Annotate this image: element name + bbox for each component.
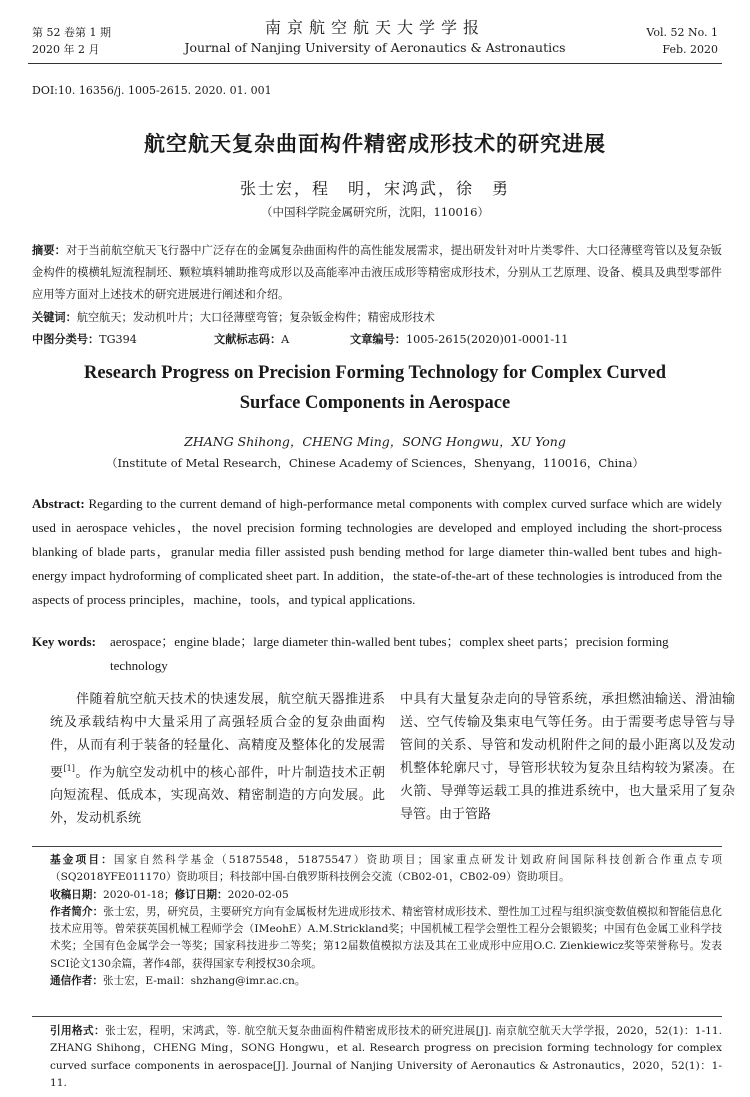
body-paragraph: 中具有大量复杂走向的导管系统，承担燃油输送、滑油输送、空气传输及集束电气等任务。由于需要考虑导管与导管间的关系、导管和发动机附件之间的最小距离以及发动机整体轮廓尺寸，导管形状较为复杂且结构较为紧凑。在火箭、导弹等运载工具的推进系统中，也大量采用了复杂导管。由于管路 [400, 692, 735, 822]
header-rule [28, 63, 722, 64]
volume-cn: 第 52 卷第 1 期 [32, 26, 111, 39]
keywords-en-label: Key words: [32, 634, 96, 649]
citation-text: 张士宏，程明，宋鸿武，等. 航空航天复杂曲面构件精密成形技术的研究进展[J]. 南京航空航天大学学报，2020，52(1)：1-11. ZHANG Shihong，CHENG Ming，SONG Hongwu，et al. Research progress on precision forming technology for complex curved surface components in aerospace[J]. Journal of Nanjing University of Aeronautics & Astronautics，2020，52(1)：1-11. [50, 1025, 723, 1089]
authors-en: ZHANG Shihong，CHENG Ming，SONG Hongwu，XU Yong [184, 434, 566, 449]
body-column-left [50, 688, 385, 830]
keywords-cn-label: 关键词： [32, 311, 77, 324]
keywords-cn-text: 航空航天；发动机叶片；大口径薄壁弯管；复杂钣金构件；精密成形技术 [76, 311, 435, 324]
citation-label: 引用格式： [50, 1025, 106, 1037]
corresponding-author: 通信作者：张士宏，E-mail：shzhang@imr.ac.cn。 [50, 975, 306, 988]
affiliation-cn: （中国科学院金属研究所，沈阳，110016） [261, 205, 489, 219]
journal-name-cn: 南京航空航天大学学报 [264, 18, 485, 37]
authors-cn: 张士宏，程 明，宋鸿武，徐 勇 [239, 179, 510, 198]
abstract-en [32, 492, 722, 612]
article-number: 文章编号：1005-2615(2020)01-0001-11 [350, 333, 569, 346]
reference-marker[interactable]: [1] [63, 764, 75, 773]
doi: DOI:10. 16356/j. 1005-2615. 2020. 01. 001 [32, 84, 272, 97]
citation-format [50, 1023, 722, 1092]
abstract-en-text: Regarding to the current demand of high-performance metal components with complex curved surface which are widely used in aerospace vehicles，the novel precision forming technologies are developed and employed including the short-process blanking of blade parts，granular media filler assisted push bending method for large diameter thin-walled bent tubes and high-energy impact hydroforming of complicated sheet part. In addition，the state-of-the-art of these technologies is introduced from the aspects of process principles，machine，tools，and typical applications. [32, 496, 722, 607]
footnotes [50, 852, 722, 990]
keywords-cn [32, 309, 435, 325]
abstract-en-label: Abstract: [32, 496, 85, 511]
abstract-cn [32, 240, 722, 306]
affiliation-en: （Institute of Metal Research，Chinese Academy of Sciences，Shenyang，110016，China） [105, 456, 644, 470]
volume-en: Vol. 52 No. 1 [646, 26, 718, 39]
title-cn: 航空航天复杂曲面构件精密成形技术的研究进展 [144, 132, 606, 156]
keywords-en [32, 630, 722, 678]
body-column-right [400, 688, 735, 826]
journal-name-en: Journal of Nanjing University of Aeronautics & Astronautics [184, 40, 566, 55]
document-code: 文献标志码：A [214, 333, 290, 346]
citation-rule [32, 1016, 722, 1017]
corresponding-email[interactable]: 张士宏，E-mail：shzhang@imr.ac.cn。 [102, 975, 306, 988]
title-en-line-1: Research Progress on Precision Forming Technology for Complex Curved [83, 363, 667, 383]
author-bio: 作者简介：张士宏，男，研究员，主要研究方向有金属板材先进成形技术、精密管材成形技术、塑性加工过程与组织演变数值模拟和智能信息化技术应用等。曾荣获英国机械工程师学会（IMeohE）A.M.Strickland奖；中国机械工程学会塑性工程分会银锻奖；中国有色金属工业科学技术奖；全国有色金属学会一等奖；国家科技进步二等奖；第12届数值模拟方法及其在工业成形中应用O.C. Zienkiewicz奖等荣誉称号。发表SCI论文130余篇，著作4部，获得国家专利授权30余项。 [50, 905, 722, 970]
title-en [0, 358, 750, 418]
date-cn: 2020 年 2 月 [32, 43, 100, 56]
abstract-cn-text: 对于当前航空航天飞行器中广泛存在的金属复杂曲面构件的高性能发展需求，提出研发针对叶片类零件、大口径薄壁弯管以及复杂钣金构件的模横轧短流程制坯、颗粒填料辅助推弯成形以及高能率冲击液压成形等精密成形技术，分别从工艺原理、设备、模具及典型零部件应用等方面对上述技术的研究进展进行阐述和介绍。 [32, 244, 722, 301]
journal-masthead [150, 18, 600, 57]
dates-note: 收稿日期：2020-01-18；修订日期：2020-02-05 [50, 888, 289, 901]
date-en: Feb. 2020 [662, 43, 718, 56]
body-paragraph: 伴随着航空航天技术的快速发展，航空航天器推进系统及承载结构中大量采用了高强轻质合金的复杂曲面构件，从而有利于装备的轻量化、高精度及整体化的发展需要[1]。作为航空发动机中的核心部件，叶片制造技术正朝向短流程、低成本，实现高效、精密制造的方向发展。此外，发动机系统 [50, 692, 385, 827]
clc-number: 中图分类号：TG394 [32, 333, 137, 346]
funding-note: 基金项目：国家自然科学基金（51875548，51875547）资助项目；国家重点研发计划政府间国际科技创新合作重点专项（SQ2018YFE011170）资助项目；科技部中国-白俄罗斯科技例会交流（CB02-01，CB02-09）资助项目。 [50, 854, 723, 884]
keywords-en-text: aerospace；engine blade；large diameter thin-walled bent tubes；complex sheet parts；precision forming technology [110, 634, 669, 673]
footnote-rule [32, 846, 722, 847]
issue-info-cn [32, 24, 111, 58]
abstract-cn-label: 摘要： [32, 244, 66, 257]
issue-info-en [646, 24, 718, 58]
title-en-line-2: Surface Components in Aerospace [239, 393, 511, 413]
